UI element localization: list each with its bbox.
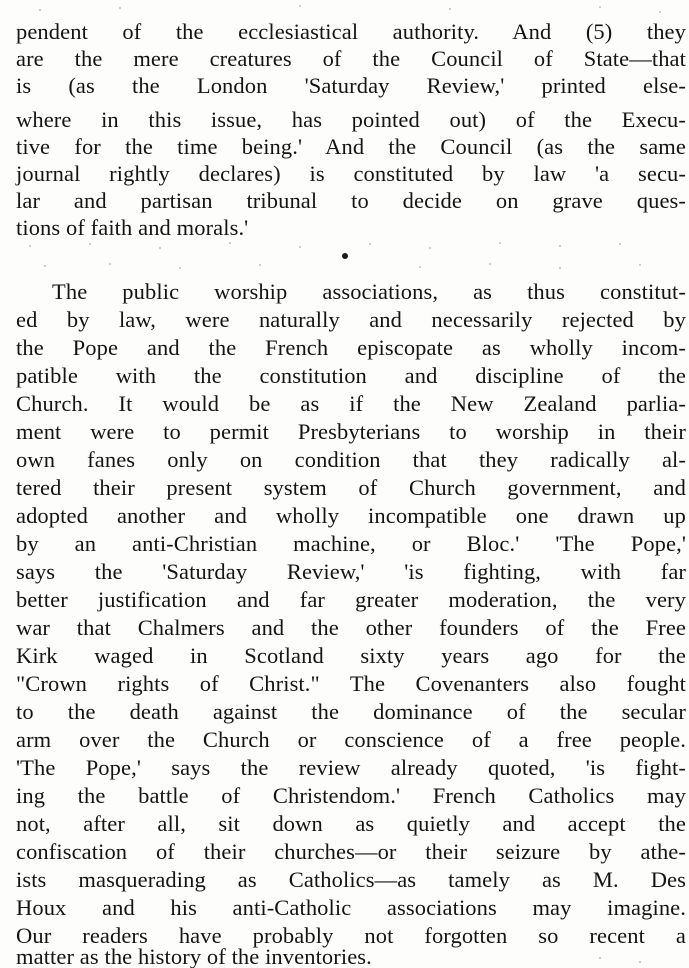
text-line: ists masquerading as Catholics—as tamely as M. Des <box>16 867 686 892</box>
text-line: The public worship associations, as thus constitut- <box>52 279 686 304</box>
text-line: patible with the constitution and discipline of the <box>16 363 686 388</box>
text-line: tions of faith and morals.' <box>16 215 249 240</box>
text-line: tive for the time being.' And the Council (as the same <box>16 134 686 159</box>
text-line: by an anti-Christian machine, or Bloc.' 'The Pope,' <box>16 531 686 556</box>
text-line: Kirk waged in Scotland sixty years ago for the <box>16 643 686 668</box>
text-line: says the 'Saturday Review,' 'is fighting, with far <box>16 559 686 584</box>
text-line: ing the battle of Christendom.' French Catholics may <box>16 783 686 808</box>
text-line: pendent of the ecclesiastical authority. And (5) they <box>16 19 686 44</box>
text-line: is (as the London 'Saturday Review,' printed else- <box>16 73 686 98</box>
text-line: ment were to permit Presbyterians to worship in their <box>16 419 686 444</box>
text-line: 'The Pope,' says the review already quoted, 'is fight- <box>16 755 686 780</box>
text-line: "Crown rights of Christ." The Covenanters also fought <box>16 671 686 696</box>
text-line: tered their present system of Church government, and <box>16 475 686 500</box>
text-line: not, after all, sit down as quietly and accept the <box>16 811 686 836</box>
text-line: Our readers have probably not forgotten so recent a <box>16 923 686 948</box>
text-line: Houx and his anti-Catholic associations may imagine. <box>16 895 686 920</box>
text-line: arm over the Church or conscience of a free people. <box>16 727 686 752</box>
text-line: ed by law, were naturally and necessarily rejected by <box>16 307 686 332</box>
text-line: confiscation of their churches—or their seizure by athe- <box>16 839 686 864</box>
text-line: better justification and far greater moderation, the very <box>16 587 686 612</box>
text-line: own fanes only on condition that they radically al- <box>16 447 686 472</box>
text-line: to the death against the dominance of the secular <box>16 699 686 724</box>
text-line: Church. It would be as if the New Zealand parlia- <box>16 391 686 416</box>
text-line: war that Chalmers and the other founders of the Free <box>16 615 686 640</box>
text-line: lar and partisan tribunal to decide on grave ques- <box>16 188 686 213</box>
text-line: matter as the history of the inventories. <box>16 944 372 968</box>
text-line: adopted another and wholly incompatible one drawn up <box>16 503 686 528</box>
text-line: the Pope and the French episcopate as wholly incom- <box>16 335 686 360</box>
text-line: where in this issue, has pointed out) of the Execu- <box>16 107 686 132</box>
text-line: are the mere creatures of the Council of State—that <box>16 46 686 71</box>
text-line: journal rightly declares) is constituted by law 'a secu- <box>16 161 686 186</box>
